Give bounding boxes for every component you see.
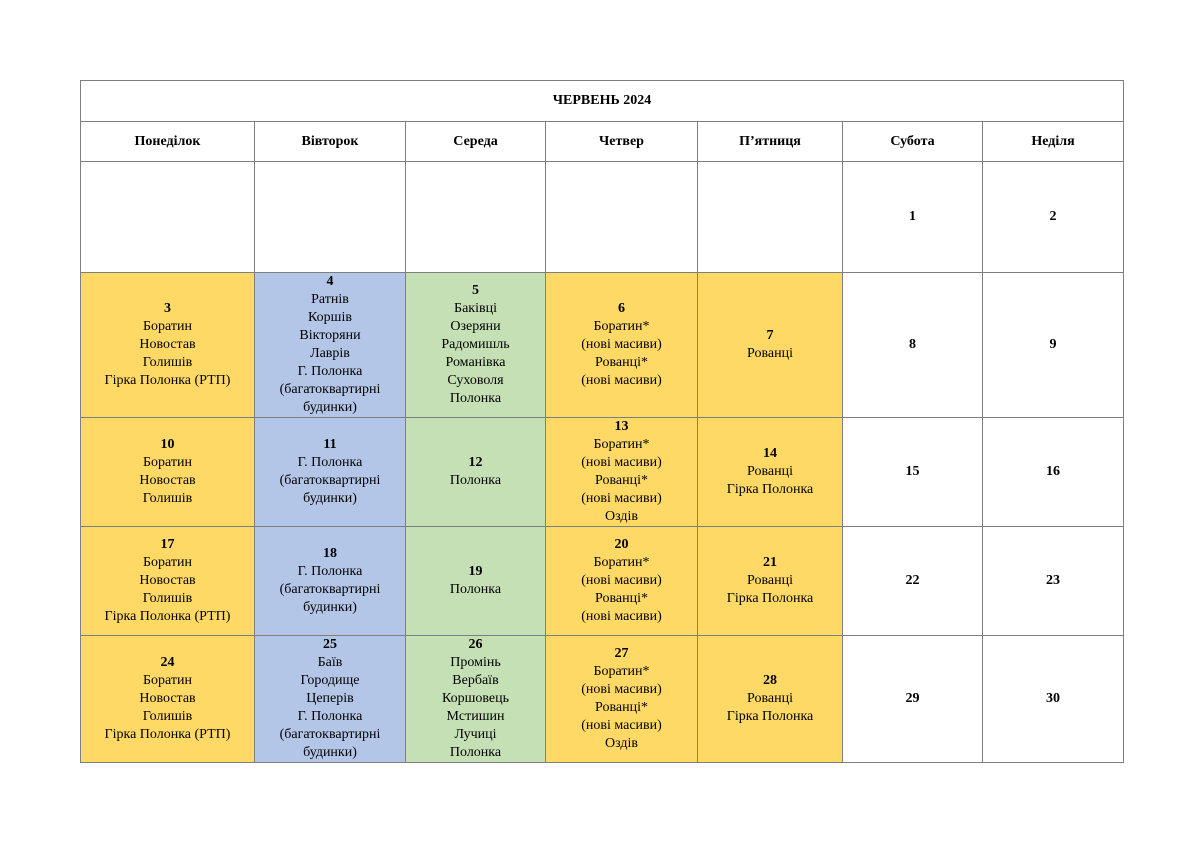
week-row <box>81 162 1124 273</box>
calendar-body <box>81 162 1124 763</box>
village-name: Рованці <box>747 346 793 361</box>
day-header-saturday: Субота <box>843 122 983 162</box>
day-cell-8 <box>843 273 983 418</box>
village-name: Г. Полонка <box>297 455 363 470</box>
village-name: Голишів <box>142 491 193 506</box>
day-number: 25 <box>323 637 337 652</box>
village-name: будинки) <box>303 491 357 506</box>
day-cell-25 <box>255 636 406 763</box>
day-cell-29 <box>843 636 983 763</box>
day-number: 16 <box>1046 464 1061 479</box>
village-name: Рованці <box>747 691 793 706</box>
village-name: Гірка Полонка (РТП) <box>104 609 231 624</box>
day-number: 22 <box>905 573 920 588</box>
day-number: 4 <box>326 274 334 289</box>
day-number: 14 <box>763 446 777 461</box>
village-name: Боратин* <box>593 437 650 452</box>
village-name: Голишів <box>142 355 193 370</box>
village-name: (нові масиви) <box>581 609 662 624</box>
day-number: 10 <box>160 437 175 452</box>
village-name: (багатоквартирні <box>279 473 381 488</box>
village-name: Цеперів <box>306 691 354 706</box>
village-name: Оздів <box>604 736 638 751</box>
village-name: Гірка Полонка <box>726 709 814 724</box>
village-name: Г. Полонка <box>297 364 363 379</box>
day-number: 23 <box>1046 573 1061 588</box>
day-cell-6 <box>546 273 698 418</box>
village-name: Рованці* <box>595 700 648 715</box>
day-number: 1 <box>909 209 916 224</box>
day-cell-9 <box>983 273 1124 418</box>
village-name: Гірка Полонка <box>726 591 814 606</box>
village-name: (нові масиви) <box>581 455 662 470</box>
village-name: Коршів <box>308 310 352 325</box>
village-name: Суховоля <box>447 373 504 388</box>
village-name: будинки) <box>303 600 357 615</box>
village-name: Гірка Полонка (РТП) <box>104 373 231 388</box>
village-name: Голишів <box>142 709 193 724</box>
day-number: 28 <box>763 673 777 688</box>
day-cell-12 <box>406 418 546 527</box>
day-cell-26 <box>406 636 546 763</box>
village-name: (нові масиви) <box>581 373 662 388</box>
week-row <box>81 636 1124 763</box>
day-cell-11 <box>255 418 406 527</box>
day-cell-5 <box>406 273 546 418</box>
village-name: (нові масиви) <box>581 682 662 697</box>
day-number: 9 <box>1049 337 1057 352</box>
day-header-monday: Понеділок <box>81 122 255 162</box>
village-name: Боратин <box>143 319 192 334</box>
village-name: Новостав <box>139 691 196 706</box>
day-cell-30 <box>983 636 1124 763</box>
village-name: Боратин* <box>593 319 650 334</box>
day-cell-23 <box>983 527 1124 636</box>
village-name: Городище <box>300 673 360 688</box>
village-name: Промінь <box>450 655 501 670</box>
day-cell-20 <box>546 527 698 636</box>
day-number: 3 <box>164 301 171 316</box>
village-name: (багатоквартирні <box>279 727 381 742</box>
day-number: 12 <box>468 455 483 470</box>
village-name: Оздів <box>604 509 638 524</box>
day-number: 8 <box>909 337 916 352</box>
empty-day-cell <box>698 162 843 273</box>
week-row <box>81 527 1124 636</box>
village-name: Лаврів <box>310 346 350 361</box>
village-name: Гірка Полонка (РТП) <box>104 727 231 742</box>
village-name: Гірка Полонка <box>726 482 814 497</box>
village-name: Озеряни <box>450 319 501 334</box>
day-number: 13 <box>614 419 629 434</box>
village-name: Полонка <box>449 745 502 760</box>
village-name: Новостав <box>139 473 196 488</box>
village-name: Радомишль <box>441 337 510 352</box>
village-name: Романівка <box>445 355 506 370</box>
day-number: 11 <box>323 437 337 452</box>
village-name: Боратин <box>143 555 192 570</box>
village-name: Рованці <box>747 573 793 588</box>
day-cell-15 <box>843 418 983 527</box>
day-cell-19 <box>406 527 546 636</box>
day-number: 2 <box>1049 209 1057 224</box>
village-name: Рованці* <box>595 591 648 606</box>
calendar-title: ЧЕРВЕНЬ 2024 <box>81 81 1124 122</box>
day-header-friday: П’ятниця <box>698 122 843 162</box>
village-name: Полонка <box>449 582 502 597</box>
village-name: Новостав <box>139 573 196 588</box>
empty-day-cell <box>255 162 406 273</box>
village-name: Лучиці <box>454 727 497 742</box>
day-number: 20 <box>614 537 629 552</box>
village-name: Боратин <box>143 455 192 470</box>
empty-day-cell <box>546 162 698 273</box>
village-name: Коршовець <box>441 691 510 706</box>
village-name: (багатоквартирні <box>279 382 381 397</box>
village-name: (нові масиви) <box>581 573 662 588</box>
day-number: 19 <box>468 564 483 579</box>
day-cell-7 <box>698 273 843 418</box>
village-name: (багатоквартирні <box>279 582 381 597</box>
village-name: будинки) <box>303 745 357 760</box>
village-name: Голишів <box>142 591 193 606</box>
day-number: 5 <box>472 283 479 298</box>
day-cell-10 <box>81 418 255 527</box>
day-cell-16 <box>983 418 1124 527</box>
village-name: Рованці* <box>595 355 648 370</box>
day-number: 27 <box>614 646 629 661</box>
day-cell-14 <box>698 418 843 527</box>
day-header-sunday: Неділя <box>983 122 1124 162</box>
day-header-wednesday: Середа <box>406 122 546 162</box>
village-name: (нові масиви) <box>581 718 662 733</box>
village-name: Новостав <box>139 337 196 352</box>
village-name: Г. Полонка <box>297 564 363 579</box>
day-number: 6 <box>618 301 625 316</box>
empty-day-cell <box>406 162 546 273</box>
village-name: Ратнів <box>311 292 349 307</box>
day-number: 7 <box>766 328 774 343</box>
day-number: 18 <box>323 546 337 561</box>
day-number: 29 <box>905 691 920 706</box>
day-number: 24 <box>160 655 175 670</box>
village-name: (нові масиви) <box>581 491 662 506</box>
calendar-table <box>80 80 1124 763</box>
village-name: Г. Полонка <box>297 709 363 724</box>
day-cell-13 <box>546 418 698 527</box>
day-cell-27 <box>546 636 698 763</box>
day-number: 21 <box>763 555 777 570</box>
day-cell-28 <box>698 636 843 763</box>
day-number: 17 <box>160 537 175 552</box>
day-cell-1 <box>843 162 983 273</box>
village-name: Боратин <box>143 673 192 688</box>
day-cell-17 <box>81 527 255 636</box>
day-cell-22 <box>843 527 983 636</box>
day-cell-4 <box>255 273 406 418</box>
day-header-thursday: Четвер <box>546 122 698 162</box>
village-name: Боратин* <box>593 664 650 679</box>
day-number: 26 <box>468 637 483 652</box>
village-name: Баїв <box>317 655 343 670</box>
village-name: Рованці* <box>595 473 648 488</box>
village-name: будинки) <box>303 400 357 415</box>
day-cell-18 <box>255 527 406 636</box>
village-name: Рованці <box>747 464 793 479</box>
village-name: Боратин* <box>593 555 650 570</box>
village-name: Баківці <box>454 301 497 316</box>
day-cell-2 <box>983 162 1124 273</box>
day-cell-24 <box>81 636 255 763</box>
village-name: Полонка <box>449 473 502 488</box>
week-row <box>81 418 1124 527</box>
day-cell-3 <box>81 273 255 418</box>
village-name: Вербаїв <box>452 673 499 688</box>
day-number: 15 <box>905 464 920 479</box>
village-name: Мстишин <box>446 709 505 724</box>
week-row <box>81 273 1124 418</box>
village-name: Полонка <box>449 391 502 406</box>
day-number: 30 <box>1046 691 1061 706</box>
day-header-tuesday: Вівторок <box>255 122 406 162</box>
day-cell-21 <box>698 527 843 636</box>
village-name: (нові масиви) <box>581 337 662 352</box>
village-name: Вікторяни <box>299 328 361 343</box>
empty-day-cell <box>81 162 255 273</box>
